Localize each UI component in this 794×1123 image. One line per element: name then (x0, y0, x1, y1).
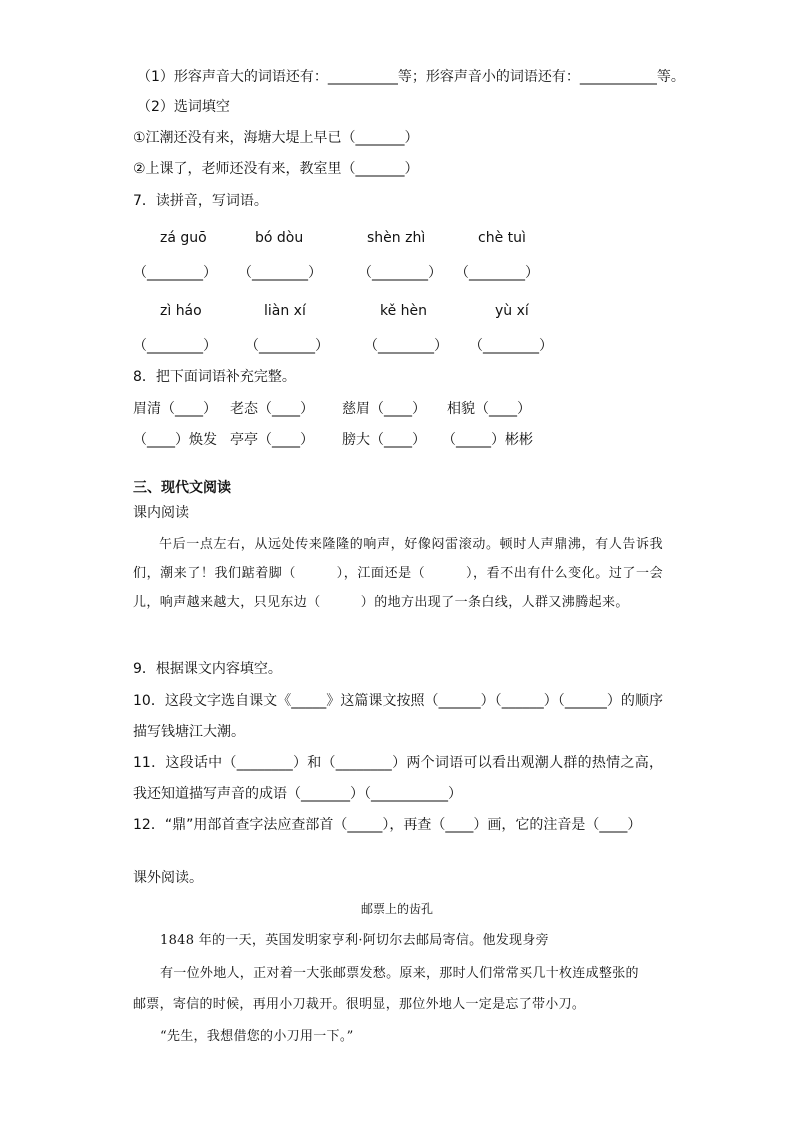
answer-blank: （________） (133, 338, 217, 354)
answer-blank: （________） (358, 265, 442, 281)
answer-blank: （________） (245, 338, 329, 354)
section-subheading: 课内阅读 (133, 505, 189, 521)
pinyin: zì háo (160, 303, 202, 319)
pinyin: bó dòu (255, 230, 304, 246)
pinyin: zá guō (160, 230, 207, 246)
idiom-item: 慈眉（____） (342, 401, 426, 417)
story-line: “先生，我想借您的小刀用一下。” (160, 1029, 354, 1044)
pinyin: liàn xí (264, 303, 306, 319)
story-line: 1848 年的一天，英国发明家亨利·阿切尔去邮局寄信。他发现身旁 (160, 933, 549, 948)
pinyin: shèn zhì (367, 230, 426, 246)
idiom-item: 相貌（____） (447, 401, 531, 417)
q8-title: 8．把下面词语补充完整。 (133, 369, 296, 385)
idiom-item: （_____）彬彬 (442, 432, 533, 448)
answer-blank: （________） (133, 265, 217, 281)
idiom-item: 膀大（____） (342, 432, 426, 448)
q7-title: 7．读拼音，写词语。 (133, 193, 268, 209)
q11-text: 11．这段话中（________）和（________）两个词语可以看出观潮人群的热情之高，我还知道描写声音的成语（_______）（___________） (133, 755, 663, 802)
story-line: 有一位外地人，正对着一大张邮票发愁。原来，那时人们常常买几十枚连成整张的 (160, 966, 639, 981)
q10-text: 10．这段文字选自课文《_____》这篇课文按照（______）（______）（______）的顺序描写钱塘江大潮。 (133, 693, 663, 740)
idiom-item: 老态（____） (230, 401, 314, 417)
answer-blank: （________） (469, 338, 553, 354)
answer-blank: （________） (238, 265, 322, 281)
q9-text: 9．根据课文内容填空。 (133, 661, 282, 677)
pinyin: kě hèn (380, 303, 428, 319)
story-title: 邮票上的齿孔 (360, 902, 433, 916)
story-line: 邮票，寄信的时候，再用小刀裁开。很明显，那位外地人一定是忘了带小刀。 (133, 997, 586, 1012)
section-heading: 三、现代文阅读 (133, 480, 231, 496)
pinyin: chè tuì (478, 230, 526, 246)
q6-subquestion-1: （1）形容声音大的词语还有：__________等；形容声音小的词语还有：___________等。 (137, 69, 685, 85)
q6-item-2: ②上课了，老师还没有来，教室里（_______） (133, 161, 419, 177)
reading-passage: 午后一点左右，从远处传来隆隆的响声，好像闷雷滚动。顿时人声鼎沸，有人告诉我们，潮来了！我们踮着脚（ ），江面还是（ ），看不出有什么变化。过了一会儿，响声越来越大，只见东边（ ）的地方出现了一条白线，人群又沸腾起来。 (133, 537, 663, 610)
q6-subquestion-2: （2）选词填空 (137, 99, 230, 115)
answer-blank: （________） (364, 338, 448, 354)
pinyin: yù xí (495, 303, 529, 319)
idiom-item: （____）焕发 (133, 432, 217, 448)
q12-text: 12．“鼎”用部首查字法应查部首（_____），再查（____）画，它的注音是（____） (133, 817, 642, 833)
answer-blank: （________） (455, 265, 539, 281)
q6-item-1: ①江潮还没有来，海塘大堤上早已（_______） (133, 130, 419, 146)
idiom-item: 亭亭（____） (230, 432, 314, 448)
idiom-item: 眉清（____） (133, 401, 217, 417)
extra-heading: 课外阅读。 (133, 870, 203, 886)
